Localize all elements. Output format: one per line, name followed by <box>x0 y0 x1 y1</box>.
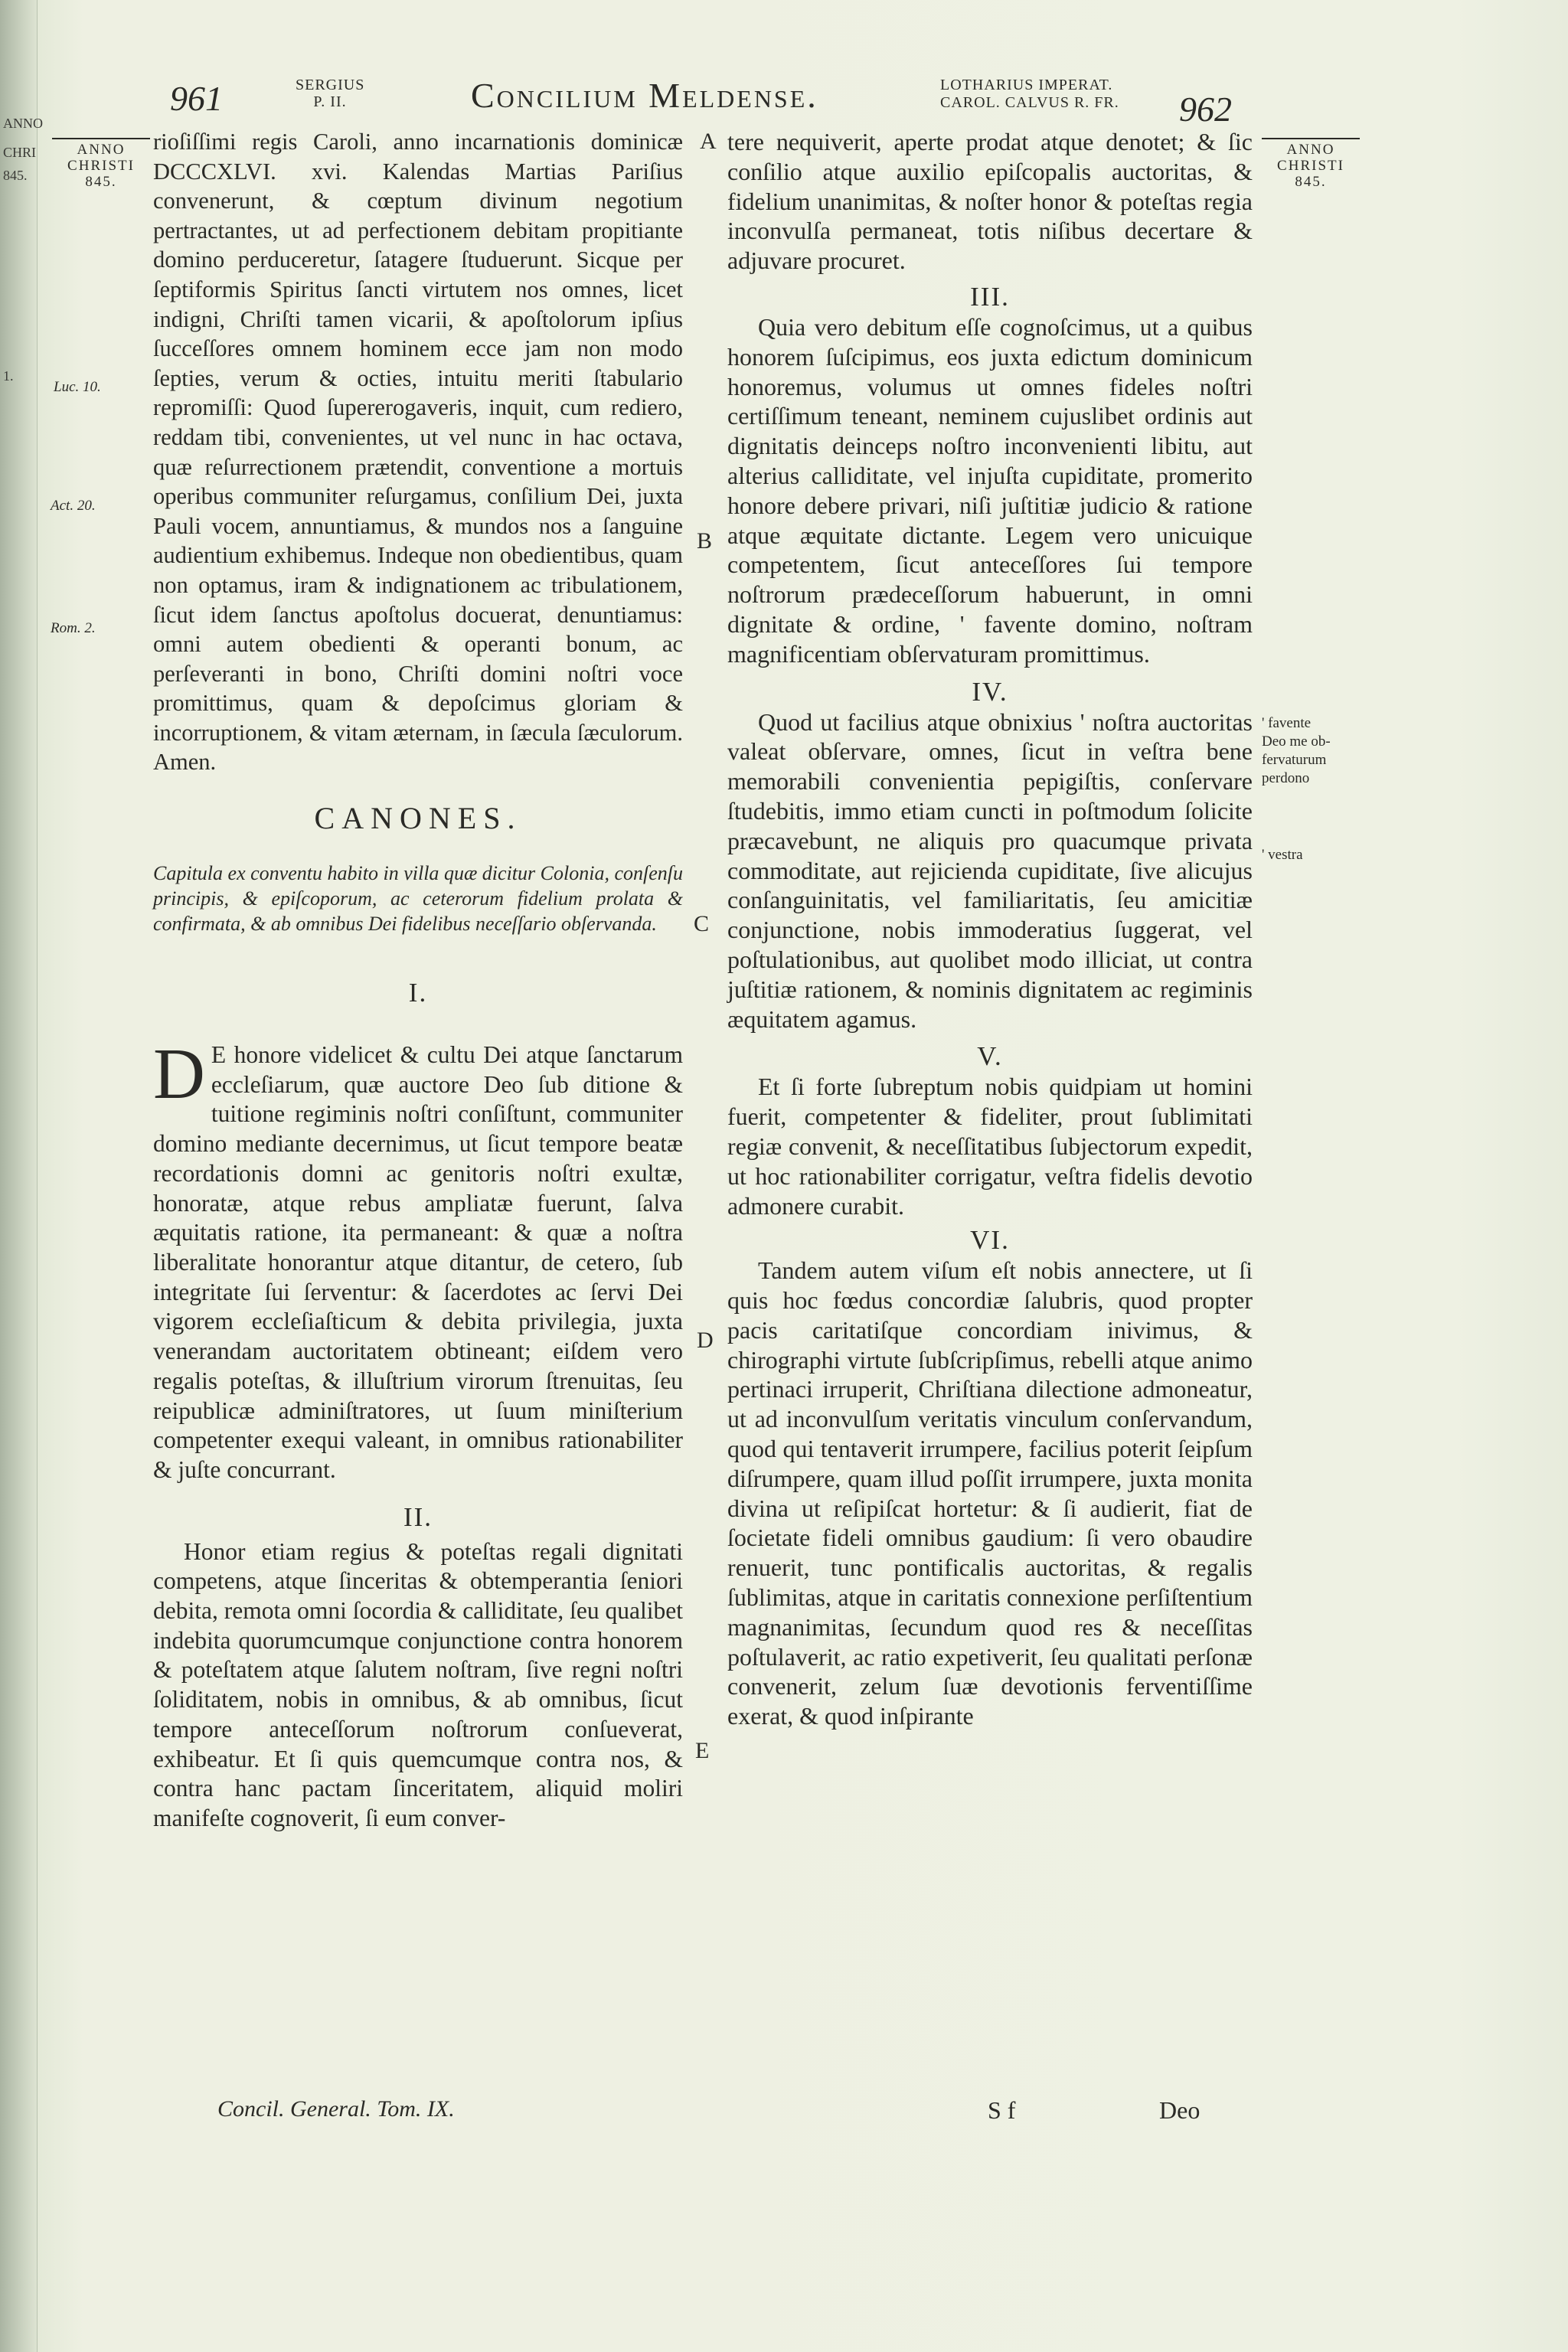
margin-note-favente <box>1262 714 1377 788</box>
continuation-paragraph: tere nequiverit, aperte prodat atque denotet; & ſic conſilio atque auxilio epiſcopalis auctoritas, & fidelium unanimitas, & noſter honor & poteſtas regia inconvulſa permaneat, totis niſibus decertare & adjuvare procuret. <box>727 128 1253 275</box>
running-head-right-line1: LOTHARIUS IMPERAT. <box>940 77 1113 93</box>
margin-note-vestra: ' vestra <box>1262 847 1303 863</box>
canon-number-5: V. <box>977 1041 1003 1072</box>
section-letter-e: E <box>695 1738 710 1763</box>
right-column <box>727 127 1253 1731</box>
canon-3-text: Quia vero debitum eſſe cognoſcimus, ut a quibus honorem ſuſcipimus, eos juxta edictum dominicum honoremus, volumus ut omnes fideles noſtri certiſſimum teneant, neminem cujuslibet ordinis aut dignitatis deinceps noſtro inconvenienti libitu, aut alterius calliditate, vel injuſta cupiditate, promerito honore debere privari, niſi juſtitiæ judicio & ratione atque æquitate dictante. Legem vero unicuique competentem, ſicut anteceſſores ſui tempore noſtrorum prædeceſſorum habuerunt, in omni dignitate & ordine, ' favente domino, noſtram magnificentiam obſervaturam promittimus. <box>727 312 1253 668</box>
page-number-left: 961 <box>170 79 223 118</box>
margin-ref-luke: Luc. 10. <box>54 379 101 395</box>
canon-number-3: III. <box>970 281 1010 312</box>
running-head-left <box>296 77 364 110</box>
running-head-right-line2: CAROL. CALVUS R. FR. <box>940 94 1119 111</box>
margin-rule-left <box>52 138 150 139</box>
margin-year-right <box>1262 138 1360 190</box>
canon-1-text: E honore videlicet & cultu Dei atque ſanctarum eccleſiarum, quæ auctore Deo ſub ditione & tuitione regiminis noſtri conſiſtunt, communiter domino mediante decernimus, ut ſicut tempore beatæ recordationis domni ac genitoris noſtri exultæ, honoratæ, atque rebus ampliatæ fuerunt, ſalva æquitatis ratione, ita permaneant: & quæ a noſtra liberalitate honorantur atque ditantur, de cetero, ſub integritate ſui ſerventur: & ſacerdotes ac ſervi Dei vigorem eccleſiaſticum & debita privilegia, juxta venerandam auctoritatem obtineant; eiſdem vero regalis poteſtas, & illuſtrium virorum ſtrenuitas, ſeu reipublicæ adminiſtratores, ut ſuum miniſterium competenter exequi valeant, in omnibus rationabiliter & juſte concurrant. <box>153 1041 683 1483</box>
spine-text-2: CHRI <box>3 145 37 160</box>
running-head-left-line1: SERGIUS <box>296 77 365 93</box>
margin-note-favente-line1: ' favente <box>1262 715 1312 731</box>
canon-4-text: Quod ut facilius atque obnixius ' noſtra auctoritas valeat obſervare, omnes, ſicut in veſtra bene memorabili convenientia pepigiſtis, conſervare ſtudebitis, immo etiam cuncti in poſtmodum ſolicite præcavebunt, ne aliquis pro quacumque privata commoditate, aut rejicienda cupiditate, ſive alicujus conſanguinitatis, vel familiaritatis, ſeu amicitiæ conjunctione, nobis immoderatius ſuggerat, vel poſtulationibus, aut quolibet modo illiciat, ut contra juſtitiæ rationem, & nominis dignitatem ac regiminis æquitatem agamus. <box>727 707 1253 1033</box>
canon-number-4: IV. <box>972 676 1008 707</box>
margin-year-left-anno: ANNO <box>77 142 126 158</box>
section-letter-a: A <box>700 129 717 154</box>
margin-note-favente-line2: Deo me ob- <box>1262 733 1331 750</box>
canon-5-text: Et ſi forte ſubreptum nobis quidpiam ut homini fuerit, competenter & fideliter, prout ſublimitati regiæ convenit, & neceſſitatibus ſubjectorum expedit, ut hoc rationabiliter corrigatur, veſtra fidelis devotio admonere curabit. <box>727 1073 1253 1220</box>
page-number-right: 962 <box>1179 90 1232 129</box>
left-column <box>153 127 683 1834</box>
canon-6-text: Tandem autem viſum eſt nobis annectere, ut ſi quis hoc fœdus concordiæ ſalubris, quod propter pacis caritatiſque concordiam inivimus, & chirographi virtute ſubſcripſimus, rebelli atque animo pertinaci irruperit, Chriſtiana dilectione admoneatur, ut ad inconvulſum veritatis vinculum conſervandum, quod qui tentaverit irrumpere, facilius poterit ſeipſum diſrumpere, quam illud poſſit irrumpere, juxta monita divina ut reſipiſcat hortetur: & ſi audierit, fiat de ſocietate fideli omnibus gaudium: ſi vero obaudire renuerit, tunc pontificalis auctoritas, & regalis ſublimitas, atque in caritatis connexione perſiſtentium magnanimitas, ſecundum quod res & neceſſitas poſtulaverit, ac ratio expetiverit, ſeu qualitati perſonæ convenerit, zelum ſuæ devotionis ferventiſſime exerat, & quod inſpirante <box>727 1256 1253 1730</box>
margin-note-favente-line3: fervaturum <box>1262 752 1327 768</box>
margin-rule-right <box>1262 138 1360 139</box>
footer-catchword: Deo <box>1159 2096 1200 2124</box>
margin-year-left <box>52 138 150 190</box>
margin-year-left-christi: CHRISTI <box>67 158 135 174</box>
margin-ref-acts: Act. 20. <box>51 498 96 514</box>
canon-number-2: II. <box>403 1501 433 1532</box>
footer-signature: S f <box>988 2096 1016 2124</box>
spine-text-3: 845. <box>3 168 28 183</box>
spine-text-1: ANNO <box>3 116 43 131</box>
canon-number-6: VI. <box>970 1225 1010 1256</box>
running-title: Concilium Meldense. <box>471 76 818 115</box>
footer-source: Concil. General. Tom. IX. <box>217 2096 455 2122</box>
capitula-rubric: Capitula ex conventu habito in villa quæ dicitur Colonia, conſenſu principis, & epiſcoporum, ac ceterorum fidelium prolata & confirmata, & ab omnibus Dei fidelibus neceſſario obſervanda. <box>153 862 683 936</box>
previous-page-edge <box>0 0 43 2352</box>
section-letter-b: B <box>697 528 713 554</box>
canon-1 <box>153 1034 683 1485</box>
intro-paragraph: rioſiſſimi regis Caroli, anno incarnationis dominicæ DCCCXLVI. xvi. Kalendas Martias Pariſius convenerunt, & cœptum divinum negotium pertractantes, ut ad perfectionem debitam propitiante domino perduceretur, ſatagere ſtuduerunt. Sicque per ſeptiformis Spiritus ſancti virtutem nos omnes, licet indigni, Chriſti tamen vicarii, & apoſtolorum ipſius ſucceſſores omnem hominem ecce jam non modo ſepties, verum & octies, intuitu meriti ſtabulario repromiſſi: Quod ſupererogaveris, inquit, cum rediero, reddam tibi, convenientes, ut vel nunc in hac octava, quæ reſurrectionem prætendit, conventione a mortuis operibus communiter reſurgamus, conſilium Dei, juxta Pauli vocem, annuntiamus, & mundos nos a ſanguine audientium exhibemus. Indeque non obedientibus, quam non optamus, iram & indignationem ac tribulationem, ſicut idem ſanctus apoſtolus docuerat, denuntiamus: omni autem obedienti & operanti bonum, ac perſeveranti in bono, Chriſti domini noſtri voce promittimus, quam & depoſcimus gloriam & incorruptionem, & vitam æternam, in ſæcula ſæculorum. Amen. <box>153 129 683 776</box>
section-letter-c: C <box>694 911 710 936</box>
margin-year-right-christi: CHRISTI <box>1277 158 1344 174</box>
margin-note-favente-line4: perdono <box>1262 770 1310 786</box>
running-head-left-line2: P. II. <box>313 93 347 110</box>
section-letter-d: D <box>697 1328 714 1353</box>
running-head-right <box>940 77 1119 112</box>
margin-year-right-year: 845. <box>1295 174 1327 190</box>
margin-year-left-year: 845. <box>85 174 117 190</box>
spine-mark: 1. <box>3 368 14 384</box>
margin-ref-romans: Rom. 2. <box>51 620 96 636</box>
canones-heading: CANONES. <box>314 801 522 836</box>
canon-2-text: Honor etiam regius & poteſtas regali dignitati competens, atque ſinceritas & obtemperantia ſeniori debita, remota omni ſocordia & calliditate, ſeu qualibet indebita quorumcumque conjunctione contra honorem & poteſtatem atque ſalutem noſtram, ſive regni noſtri ſoliditatem, nobis in omnibus, & ab omnibus, ſicut tempore anteceſſorum noſtrorum conſueverat, exhibeatur. Et ſi quis quemcumque contra nos, & contra hanc pactam ſinceritatem, aliquid moliri manifeſte cognoverit, ſi eum conver- <box>153 1537 683 1831</box>
drop-cap: D <box>153 1034 205 1115</box>
margin-year-right-anno: ANNO <box>1286 142 1335 158</box>
canon-number-1: I. <box>408 978 428 1008</box>
